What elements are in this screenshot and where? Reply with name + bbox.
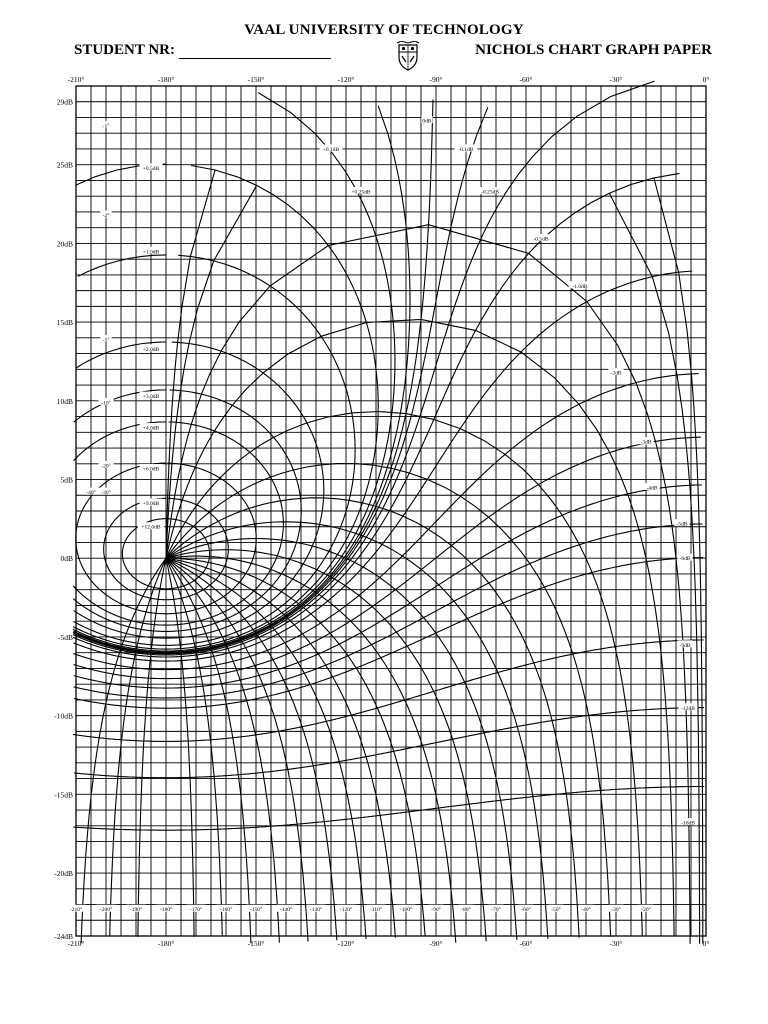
left-axis-tick-label: -15dB — [54, 790, 73, 800]
phase-contour — [166, 498, 579, 938]
phase-contour-label: -10° — [101, 400, 111, 407]
magnitude-contour-label: -4dB — [646, 485, 658, 492]
phase-contour — [166, 170, 215, 558]
left-axis-tick-label: 0dB — [60, 554, 73, 564]
bottom-axis-tick-label: 0° — [702, 939, 710, 948]
bottom-phase-label: -130° — [309, 907, 323, 914]
bottom-phase-label: -210° — [69, 907, 83, 914]
magnitude-contour-label: -1.0dB — [572, 283, 588, 290]
paper-title: NICHOLS CHART GRAPH PAPER — [475, 42, 712, 58]
bottom-phase-label: -110° — [369, 907, 383, 914]
left-axis-tick-label: -10dB — [54, 711, 73, 721]
magnitude-contour — [73, 255, 355, 645]
magnitude-contour-label: +0.1dB — [322, 146, 340, 153]
phase-contour-label: -1° — [102, 123, 110, 130]
left-axis-tick-label: 10dB — [56, 396, 73, 406]
magnitude-contour-label: 0dB — [422, 118, 432, 125]
bottom-phase-label: -170° — [189, 907, 203, 914]
phase-contour — [166, 319, 674, 935]
bottom-phase-label: -90° — [431, 907, 441, 914]
institution-title: VAAL UNIVERSITY OF TECHNOLOGY — [244, 22, 524, 38]
left-axis-tick-label: 25dB — [56, 160, 73, 170]
phase-contour-label: -30° — [101, 490, 111, 497]
phase-contour — [166, 558, 251, 943]
phase-contour — [609, 193, 699, 944]
magnitude-contour-label: +4.0dB — [142, 425, 160, 432]
bottom-phase-label: -70° — [491, 907, 501, 914]
left-axis-tick-label: 5dB — [60, 475, 73, 485]
bottom-axis-tick-label: -150° — [247, 939, 265, 948]
top-axis-tick-label: -150° — [247, 75, 265, 84]
phase-contour-label: -2° — [102, 213, 110, 220]
bottom-phase-label: -190° — [129, 907, 143, 914]
bottom-phase-label: -180° — [159, 907, 173, 914]
magnitude-contour-label: +2.0dB — [142, 346, 160, 353]
magnitude-contour-label: -0.5dB — [533, 236, 549, 243]
magnitude-contour — [74, 787, 705, 831]
top-axis-tick-label: -30° — [609, 75, 623, 84]
bottom-phase-label: -80° — [461, 907, 471, 914]
bottom-phase-label: -120° — [339, 907, 353, 914]
magnitude-contour-label: -16dB — [681, 820, 695, 827]
bottom-phase-label: -30° — [611, 907, 621, 914]
bottom-axis-tick-label: -120° — [337, 939, 355, 948]
magnitude-contour-label: +9.0dB — [142, 501, 160, 508]
bottom-phase-label: -40° — [581, 907, 591, 914]
left-axis-tick-label: 20dB — [56, 239, 73, 249]
bottom-phase-label: -100° — [399, 907, 413, 914]
bottom-axis-tick-label: -30° — [609, 939, 623, 948]
magnitude-contour-label: +12.0dB — [141, 524, 161, 531]
top-axis-tick-label: -210° — [67, 75, 85, 84]
magnitude-contour-label: +0.25dB — [351, 189, 371, 196]
bottom-phase-label: -150° — [249, 907, 263, 914]
top-axis-tick-label: -120° — [337, 75, 355, 84]
magnitude-contour-label: +0.5dB — [142, 165, 160, 172]
magnitude-contour-label: -0.1dB — [458, 146, 474, 153]
top-axis-tick-label: -180° — [157, 75, 175, 84]
left-axis-tick-label: 15dB — [56, 318, 73, 328]
chart-contours — [73, 81, 704, 944]
magnitude-contour-label: +3.0dB — [142, 394, 160, 401]
bottom-axis-tick-label: -210° — [67, 939, 85, 948]
magnitude-contour — [73, 422, 283, 625]
magnitude-contour-label: -5dB — [676, 521, 688, 528]
left-axis-tick-label: -24dB — [54, 932, 73, 941]
magnitude-contour — [74, 705, 704, 778]
magnitude-contour-label: -0.25dB — [481, 189, 499, 196]
bottom-phase-label: -60° — [521, 907, 531, 914]
bottom-axis-tick-label: -180° — [157, 939, 175, 948]
bottom-phase-label: -200° — [99, 907, 113, 914]
left-axis-tick-label: -20dB — [54, 869, 73, 879]
magnitude-contour-label: -12dB — [681, 705, 695, 712]
magnitude-contour-label: -6dB — [679, 556, 691, 563]
phase-contour — [166, 550, 486, 942]
magnitude-contour-label: -3dB — [640, 439, 652, 446]
magnitude-contour — [73, 107, 488, 654]
magnitude-contour-label: +6.0dB — [142, 466, 160, 473]
student-number-label: STUDENT NR: — [74, 42, 175, 58]
left-axis-tick-label: -5dB — [58, 632, 73, 642]
phase-contour-label: -20° — [101, 463, 111, 470]
chart-labels — [54, 75, 709, 948]
bottom-phase-label: -140° — [279, 907, 293, 914]
phase-contour — [81, 558, 166, 943]
top-axis-tick-label: 0° — [702, 75, 710, 84]
magnitude-contour-label: -9dB — [679, 642, 691, 649]
magnitude-contour-label: +1.0dB — [142, 249, 160, 256]
bottom-phase-label: -20° — [641, 907, 651, 914]
magnitude-contour — [74, 558, 703, 709]
magnitude-contour-label: -2dB — [610, 370, 622, 377]
top-axis-tick-label: -60° — [519, 75, 533, 84]
bottom-phase-label: -50° — [551, 907, 561, 914]
bottom-phase-label: -160° — [219, 907, 233, 914]
bottom-axis-tick-label: -90° — [429, 939, 443, 948]
left-axis-tick-label: 29dB — [56, 97, 73, 107]
phase-contour-label: -5° — [102, 337, 110, 344]
top-axis-tick-label: -90° — [429, 75, 443, 84]
bottom-axis-tick-label: -60° — [519, 939, 533, 948]
phase-contour-label: -40° — [86, 490, 96, 497]
